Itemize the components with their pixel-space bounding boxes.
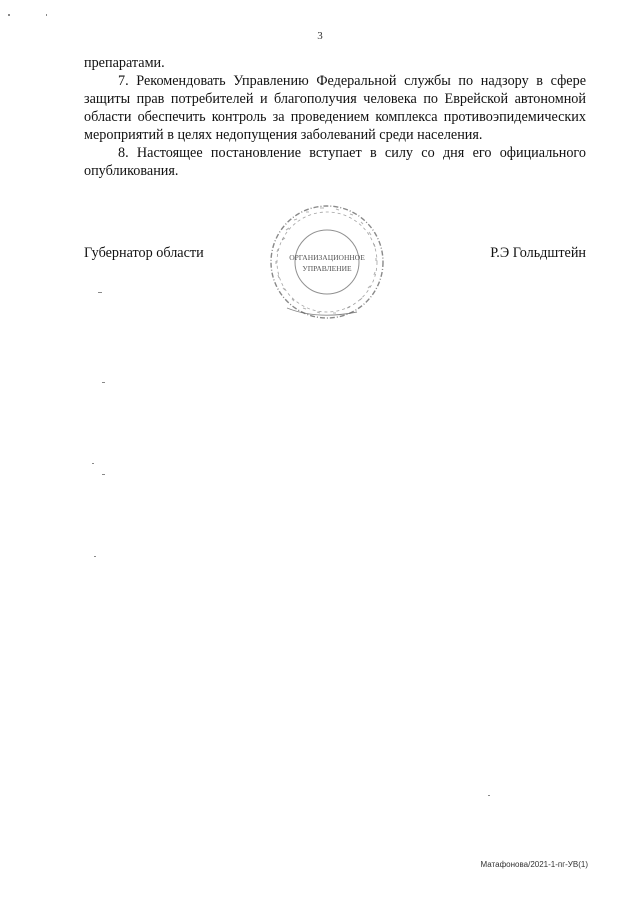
scan-speck xyxy=(8,14,10,16)
scan-speck xyxy=(46,14,47,16)
scan-speck xyxy=(94,556,96,557)
stamp-text-line1: ОРГАНИЗАЦИОННОЕ xyxy=(289,253,365,262)
paragraph-continuation: препаратами. xyxy=(84,55,165,71)
scan-speck xyxy=(102,474,105,475)
scan-speck xyxy=(488,795,490,796)
signature-name: Р.Э Гольдштейн xyxy=(490,245,586,261)
page-number: 3 xyxy=(317,30,323,42)
footer-reference: Матафонова/2021-1-пг-УВ(1) xyxy=(480,860,588,869)
scan-speck xyxy=(98,292,102,293)
paragraph-8: 8. Настоящее постановление вступает в силу со дня его официального опубликования. xyxy=(84,145,586,179)
scan-speck xyxy=(92,463,94,464)
official-stamp xyxy=(262,200,392,330)
scan-speck xyxy=(102,382,105,383)
paragraph-7: 7. Рекомендовать Управлению Федеральной службы по надзору в сфере защиты прав потребителей и благополучия человека по Еврейской автономной области обеспечить контроль за проведением комплекса противоэпидемических мероприятий в целях недопущения заболеваний среди населения. xyxy=(84,73,586,143)
body-text xyxy=(84,54,586,180)
stamp-text-line2: УПРАВЛЕНИЕ xyxy=(302,264,352,273)
signature-position: Губернатор области xyxy=(84,245,204,261)
